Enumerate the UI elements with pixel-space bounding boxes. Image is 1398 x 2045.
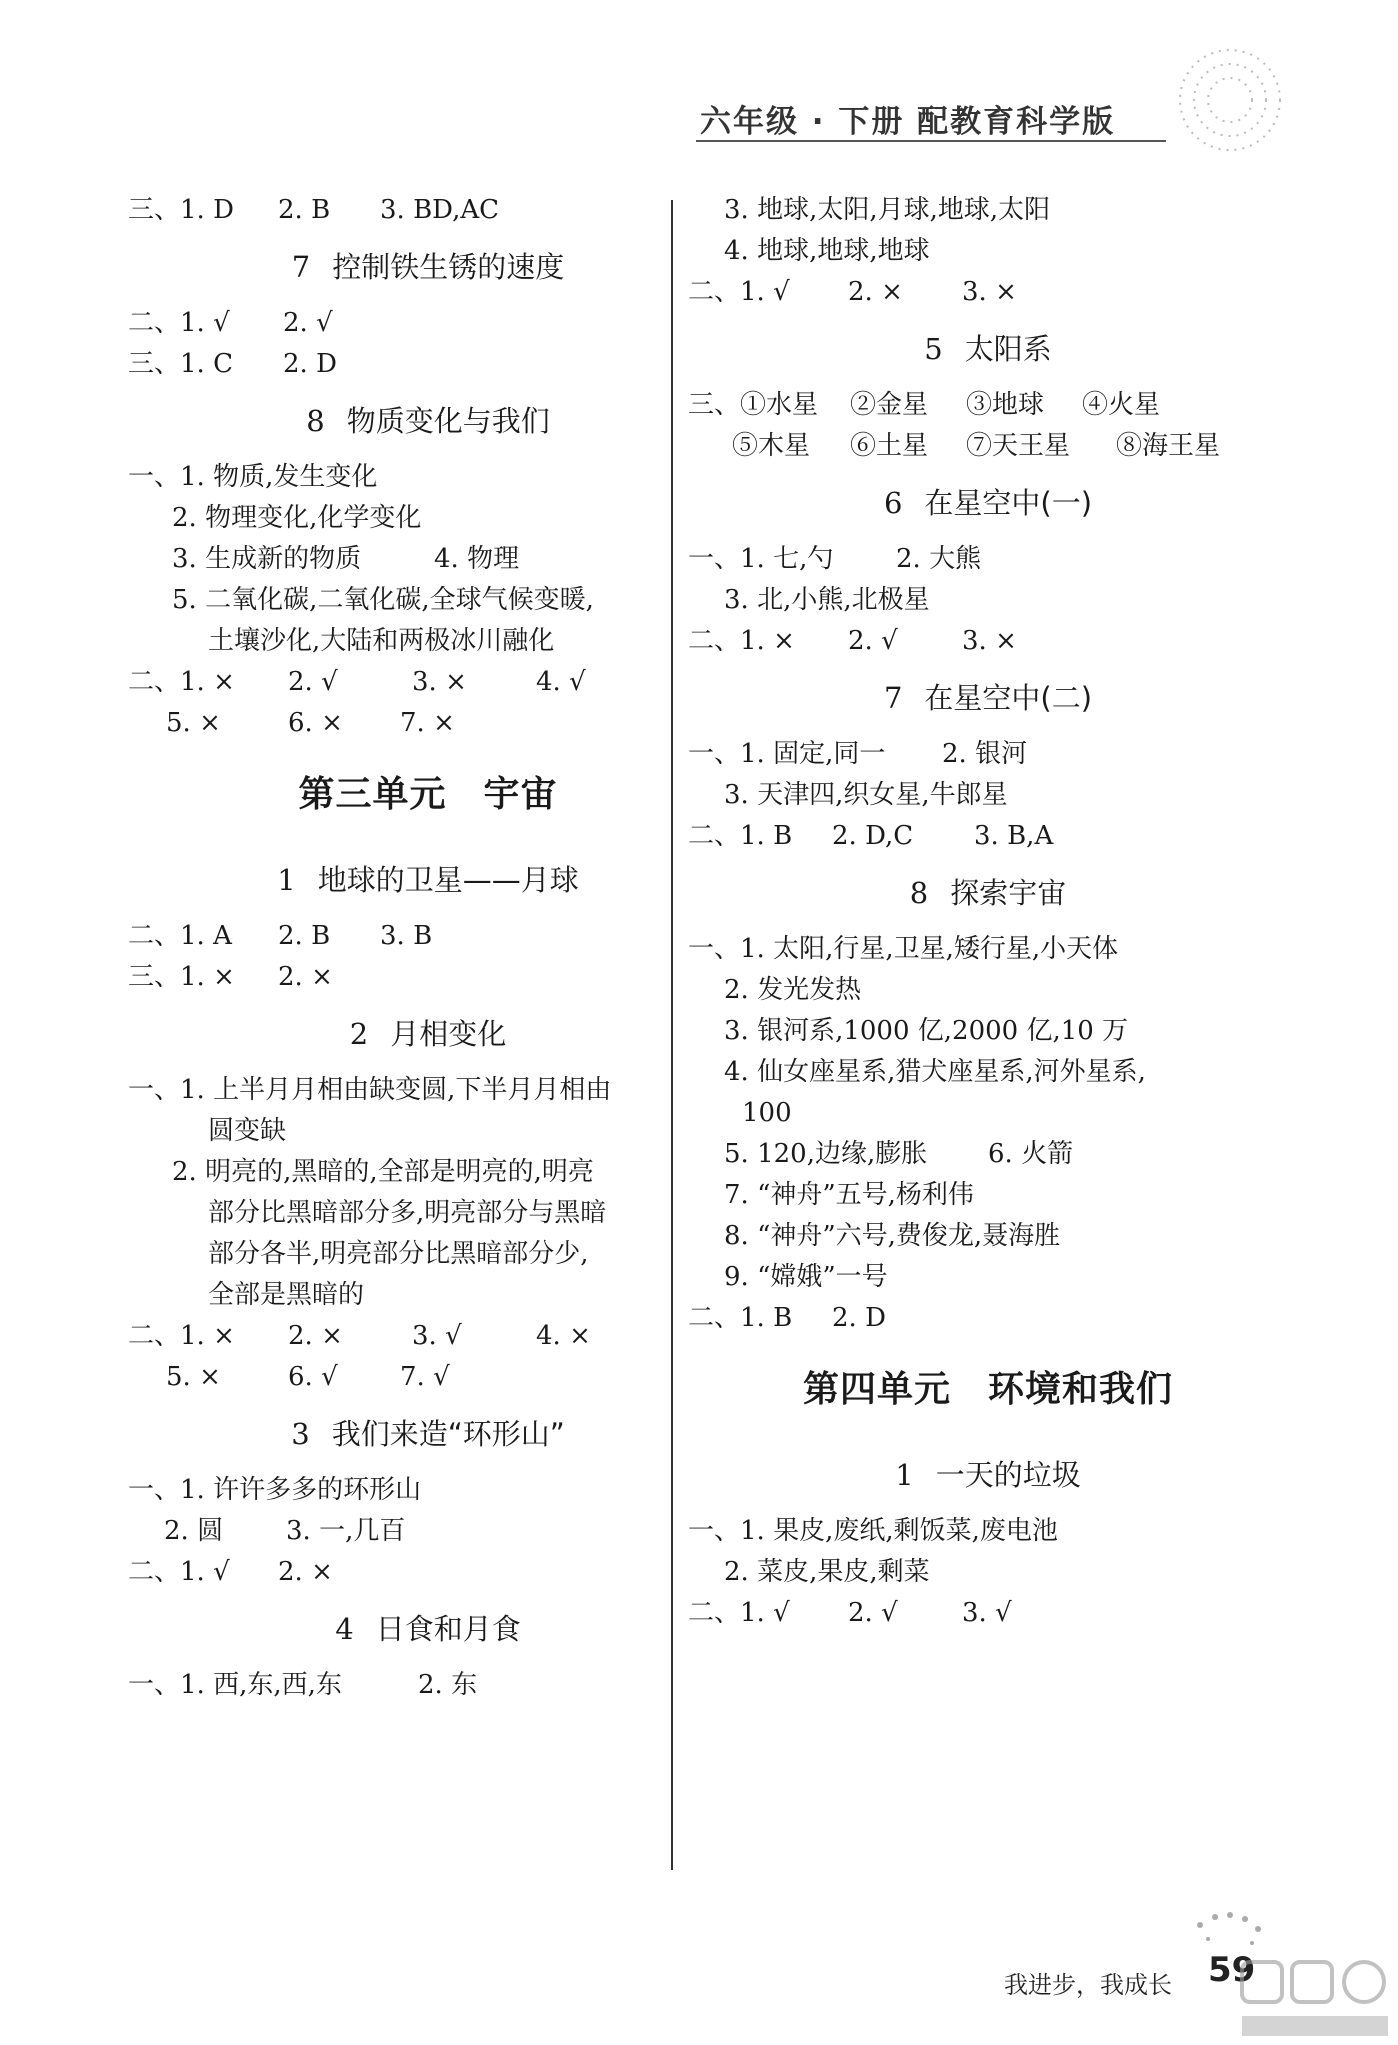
- answer-fragment: 探索宇宙: [950, 876, 1067, 910]
- answer-line: 3. 天津四,织女星,牛郎星: [724, 780, 1008, 810]
- answer-fragment: 二、1. A: [128, 921, 232, 951]
- answer-fragment: 太阳系: [964, 332, 1052, 366]
- answer-line: 部分比黑暗部分多,明亮部分与黑暗: [208, 1198, 607, 1228]
- answer-fragment: ⑦天王星: [966, 431, 1071, 461]
- answer-fragment: 2. B: [278, 921, 331, 951]
- answer-fragment: 二、1. ×: [128, 1321, 235, 1351]
- answer-line: 3. 地球,太阳,月球,地球,太阳: [724, 195, 1051, 225]
- unit-title: 第三单元 宇宙: [298, 773, 558, 815]
- answer-fragment: 4: [335, 1612, 354, 1646]
- page-number: 59: [1208, 1950, 1256, 1990]
- answer-fragment: 2. 大熊: [896, 544, 982, 574]
- answer-fragment: 2. ×: [848, 277, 903, 307]
- answer-fragment: 6. ×: [288, 708, 343, 738]
- answer-fragment: ③地球: [966, 390, 1045, 420]
- answer-fragment: 二、1. √: [128, 308, 230, 338]
- answer-fragment: 8: [909, 876, 929, 910]
- answer-fragment: 2. B: [278, 195, 331, 225]
- answer-fragment: 我们来造“环形山”: [331, 1417, 565, 1451]
- answer-line: [128, 190, 728, 231]
- answer-fragment: 地球的卫星——月球: [317, 863, 579, 897]
- answer-fragment: 3. 一,几百: [286, 1516, 406, 1546]
- answer-fragment: 2. ×: [278, 962, 333, 992]
- answer-fragment: 2. D,C: [832, 821, 914, 851]
- answer-fragment: 3. 生成新的物质: [172, 544, 362, 574]
- section-heading: [128, 231, 728, 303]
- answer-line: 一、1. 果皮,废纸,剩饭菜,废电池: [688, 1516, 1058, 1546]
- answer-fragment: 3: [291, 1417, 310, 1451]
- answer-line: [128, 703, 728, 744]
- answer-line: 全部是黑暗的: [208, 1280, 365, 1310]
- footer-slogan: 我进步，我成长: [1004, 1971, 1172, 1999]
- answer-line: [688, 385, 1288, 426]
- answer-line: 一、1. 许许多多的环形山: [128, 1475, 422, 1505]
- answer-line: 一、1. 太阳,行星,卫星,矮行星,小天体: [688, 934, 1119, 964]
- answer-fragment: 7: [883, 681, 903, 715]
- answer-fragment: 在星空中(一): [924, 486, 1093, 520]
- answer-fragment: 2. 银河: [942, 739, 1028, 769]
- answer-line: 一、1. 物质,发生变化: [128, 462, 378, 492]
- answer-fragment: 2. 圆: [164, 1516, 224, 1546]
- answer-fragment: 1: [895, 1458, 914, 1492]
- answer-fragment: 2. ×: [278, 1557, 333, 1587]
- answer-line: 2. 明亮的,黑暗的,全部是明亮的,明亮: [172, 1157, 594, 1187]
- answer-fragment: 一天的垃圾: [935, 1458, 1081, 1492]
- answer-line: 3. 银河系,1000 亿,2000 亿,10 万: [724, 1016, 1129, 1046]
- answer-line: 7. “神舟”五号,杨利伟: [724, 1180, 974, 1210]
- answer-line: 8. “神舟”六号,费俊龙,聂海胜: [724, 1221, 1061, 1251]
- answer-line: [688, 1134, 1288, 1175]
- answer-line: [688, 272, 1288, 313]
- answer-line: 3. 北,小熊,北极星: [724, 585, 930, 615]
- answer-fragment: 一、1. 西,东,西,东: [128, 1670, 342, 1700]
- answer-line: 2. 物理变化,化学变化: [172, 503, 422, 533]
- answer-fragment: 二、1. √: [128, 1557, 230, 1587]
- header-title: 六年级 · 下册 配教育科学版: [700, 104, 1116, 140]
- section-heading: [128, 844, 728, 916]
- answer-fragment: 3. √: [962, 1598, 1012, 1628]
- answer-fragment: 一、1. 固定,同一: [688, 739, 886, 769]
- section-heading: [688, 857, 1288, 929]
- answer-fragment: 2. D: [832, 1303, 886, 1333]
- answer-line: [128, 1552, 728, 1593]
- answer-fragment: 6. √: [288, 1362, 338, 1392]
- answer-fragment: 在星空中(二): [924, 681, 1093, 715]
- answer-line: 一、1. 上半月月相由缺变圆,下半月月相由: [128, 1075, 612, 1105]
- answer-line: 100: [742, 1098, 792, 1128]
- section-heading: [128, 1593, 728, 1665]
- answer-fragment: 日食和月食: [375, 1612, 521, 1646]
- answer-fragment: 二、1. ×: [688, 626, 795, 656]
- section-heading: [128, 998, 728, 1070]
- answer-line: [128, 1316, 728, 1357]
- answer-line: [128, 916, 728, 957]
- answer-fragment: 3. √: [412, 1321, 462, 1351]
- answer-fragment: 2. √: [283, 308, 333, 338]
- answer-fragment: 5. ×: [166, 708, 221, 738]
- answer-line: [128, 539, 728, 580]
- section-heading: [688, 313, 1288, 385]
- answer-fragment: 二、1. ×: [128, 667, 235, 697]
- answer-fragment: 8: [306, 404, 325, 438]
- answer-line: [688, 1298, 1288, 1339]
- decorative-dots-icon: [1170, 40, 1290, 160]
- answer-line: [128, 1665, 728, 1706]
- section-heading: [688, 1439, 1288, 1511]
- answer-fragment: 4. 物理: [434, 544, 520, 574]
- answer-fragment: 三、1. C: [128, 349, 233, 379]
- answer-fragment: 3. ×: [412, 667, 467, 697]
- answer-fragment: 2. √: [848, 1598, 898, 1628]
- answer-fragment: 4. ×: [536, 1321, 591, 1351]
- answer-line: [688, 426, 1288, 467]
- answer-fragment: 物质变化与我们: [346, 404, 550, 438]
- unit-title: 第四单元 环境和我们: [802, 1368, 1173, 1410]
- answer-line: 土壤沙化,大陆和两极冰川融化: [208, 626, 555, 656]
- answer-fragment: ②金星: [850, 390, 929, 420]
- section-heading: [688, 467, 1288, 539]
- answer-fragment: 4. √: [536, 667, 586, 697]
- answer-fragment: 3. B,A: [974, 821, 1054, 851]
- section-heading: [128, 385, 728, 457]
- answer-fragment: 2. ×: [288, 1321, 343, 1351]
- left-column: [128, 190, 728, 1706]
- answer-line: 4. 地球,地球,地球: [724, 236, 930, 266]
- answer-fragment: 2. √: [288, 667, 338, 697]
- answer-fragment: 2. 东: [418, 1670, 478, 1700]
- answer-fragment: 3. ×: [962, 277, 1017, 307]
- answer-line: 9. “嫦娥”一号: [724, 1262, 888, 1292]
- answer-fragment: 3. BD,AC: [380, 195, 500, 225]
- answer-fragment: 二、1. √: [688, 1598, 790, 1628]
- answer-line: 4. 仙女座星系,猎犬座星系,河外星系,: [724, 1057, 1146, 1087]
- section-heading: [128, 1398, 728, 1470]
- answer-fragment: 1: [277, 863, 296, 897]
- answer-fragment: 7: [291, 250, 311, 284]
- answer-line: [128, 303, 728, 344]
- answer-fragment: ⑧海王星: [1116, 431, 1221, 461]
- answer-line: 2. 发光发热: [724, 975, 862, 1005]
- answer-fragment: 5: [924, 332, 943, 366]
- answer-fragment: 3. ×: [962, 626, 1017, 656]
- answer-line: [128, 1511, 728, 1552]
- answer-line: [128, 662, 728, 703]
- header-rule: [696, 140, 1166, 142]
- answer-line: 部分各半,明亮部分比黑暗部分少,: [208, 1239, 589, 1269]
- answer-fragment: 三、1. D: [128, 195, 234, 225]
- answer-fragment: 2. √: [848, 626, 898, 656]
- answer-line: [688, 539, 1288, 580]
- answer-line: [128, 1357, 728, 1398]
- answer-line: [128, 957, 728, 998]
- watermark-logo-icon: [1232, 1952, 1398, 2045]
- answer-fragment: 5. ×: [166, 1362, 221, 1392]
- answer-line: [688, 816, 1288, 857]
- answer-line: [688, 621, 1288, 662]
- answer-fragment: 2: [349, 1017, 369, 1051]
- answer-fragment: 二、1. B: [688, 821, 793, 851]
- answer-line: 2. 菜皮,果皮,剩菜: [724, 1557, 930, 1587]
- answer-fragment: 6: [883, 486, 903, 520]
- answer-fragment: 一、1. 七,勺: [688, 544, 834, 574]
- answer-line: [688, 734, 1288, 775]
- answer-fragment: 3. B: [380, 921, 433, 951]
- answer-fragment: ⑥土星: [850, 431, 929, 461]
- answer-line: [128, 344, 728, 385]
- answer-fragment: ④火星: [1082, 390, 1161, 420]
- answer-fragment: 二、1. B: [688, 1303, 793, 1333]
- answer-fragment: 5. 120,边缘,膨胀: [724, 1139, 928, 1169]
- answer-fragment: 月相变化: [390, 1017, 507, 1051]
- answer-fragment: ⑤木星: [732, 431, 811, 461]
- answer-fragment: 三、①水星: [688, 390, 819, 420]
- section-heading: [688, 662, 1288, 734]
- answer-line: [688, 1593, 1288, 1634]
- answer-line: 5. 二氧化碳,二氧化碳,全球气候变暖,: [172, 585, 594, 615]
- answer-fragment: 2. D: [283, 349, 337, 379]
- answer-fragment: 控制铁生锈的速度: [332, 250, 565, 284]
- answer-fragment: 三、1. ×: [128, 962, 235, 992]
- answer-line: 圆变缺: [208, 1116, 287, 1146]
- answer-fragment: 二、1. √: [688, 277, 790, 307]
- answer-fragment: 7. √: [400, 1362, 450, 1392]
- answer-fragment: 7. ×: [400, 708, 455, 738]
- answer-fragment: 6. 火箭: [988, 1139, 1074, 1169]
- right-column: [688, 190, 1288, 1634]
